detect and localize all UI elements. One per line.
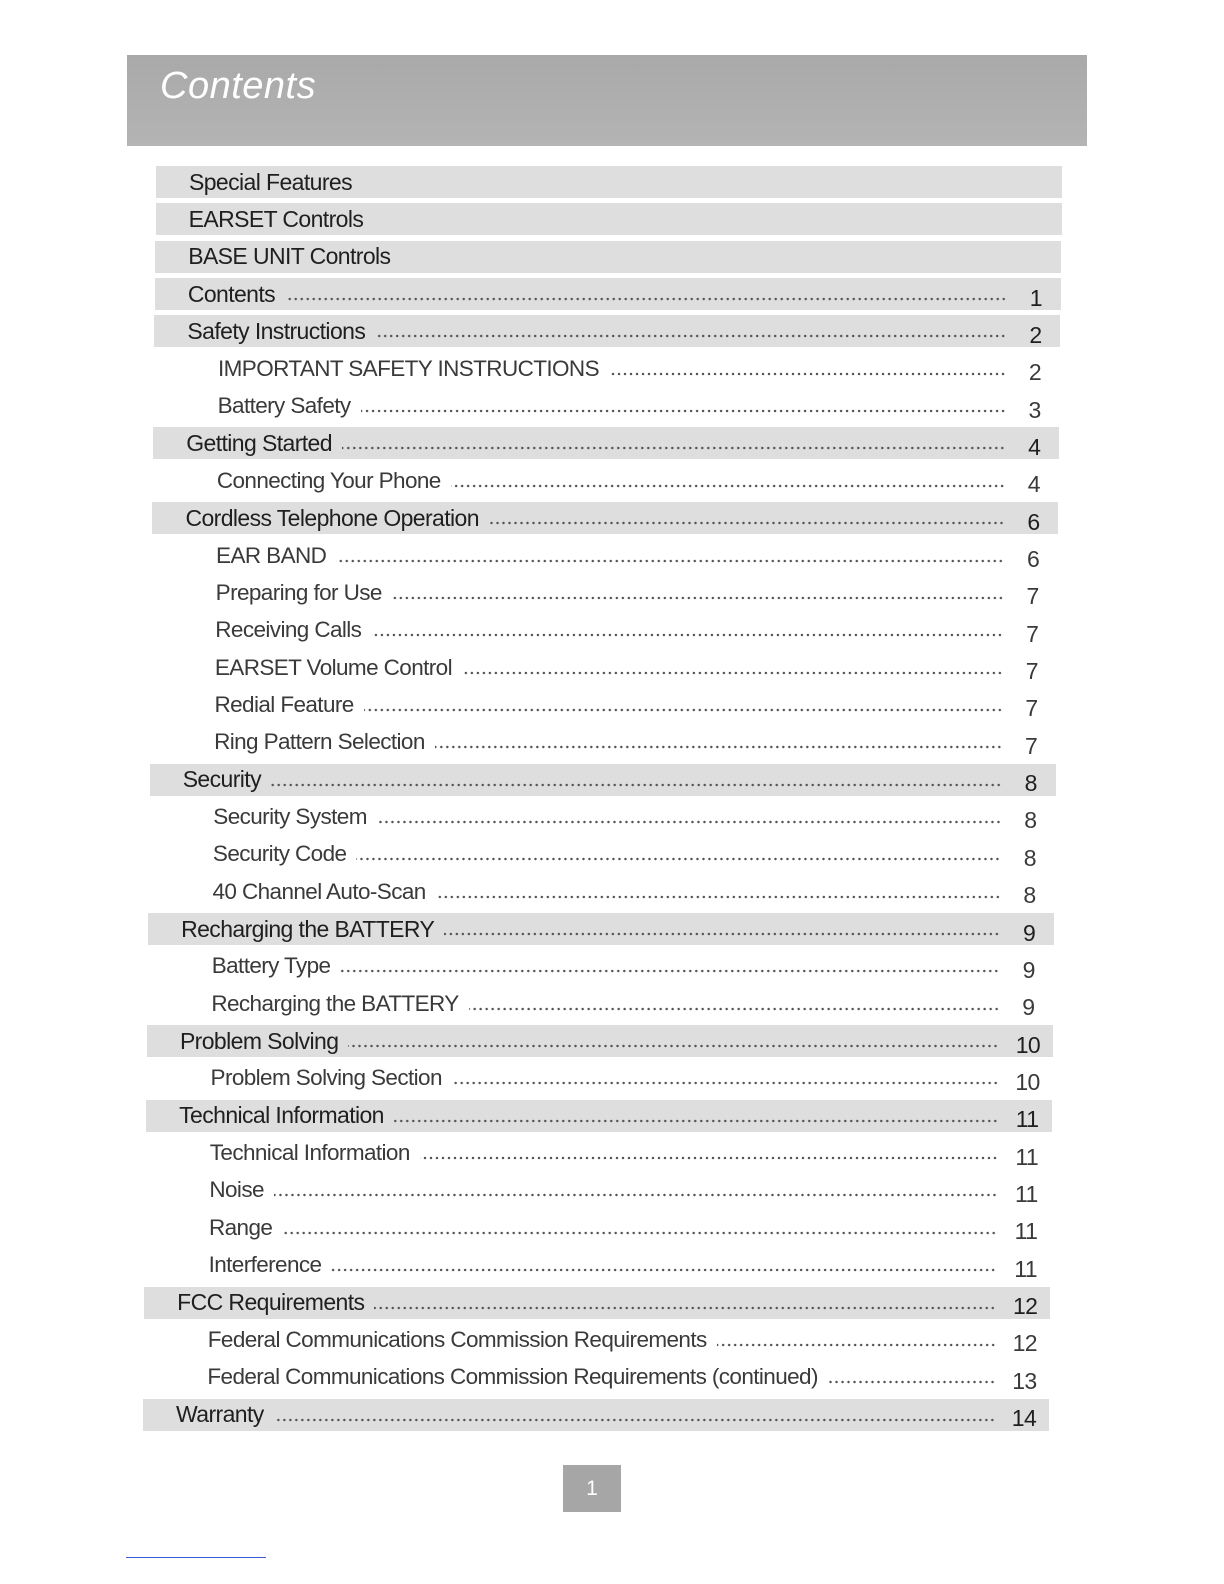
toc-entry-title: BASE UNIT Controls xyxy=(188,243,391,270)
toc-dot-leader xyxy=(336,559,1004,563)
toc-section-row[interactable] xyxy=(150,764,1056,796)
toc-dot-leader xyxy=(285,297,1007,301)
toc-dot-leader xyxy=(271,783,1002,787)
footer-rule xyxy=(126,1557,266,1558)
toc-entry-title: Ring Pattern Selection xyxy=(214,729,425,755)
toc-entry-title: Preparing for Use xyxy=(215,579,382,605)
toc-entry-title: Warranty xyxy=(176,1401,264,1428)
toc-entry-title: EARSET Volume Control xyxy=(214,654,452,680)
toc-page-number: 4 xyxy=(1027,471,1040,498)
toc-section-row[interactable] xyxy=(155,241,1061,273)
toc-page-number: 6 xyxy=(1027,508,1040,535)
toc-page-number: 1 xyxy=(1029,284,1042,311)
page-number-badge: 1 xyxy=(563,1465,621,1512)
toc-page-number: 12 xyxy=(1012,1330,1037,1357)
toc-subsection-row[interactable] xyxy=(147,988,1053,1020)
toc-dot-leader xyxy=(717,1343,996,1347)
toc-subsection-row[interactable] xyxy=(149,801,1055,833)
toc-dot-leader xyxy=(356,857,1000,861)
toc-dot-leader xyxy=(609,372,1006,376)
toc-entry-title: Federal Communications Commission Requirements (continued) xyxy=(207,1364,818,1390)
toc-dot-leader xyxy=(444,932,1000,936)
toc-section-row[interactable] xyxy=(154,315,1060,347)
toc-dot-leader xyxy=(274,1418,995,1422)
toc-entry-title: Security xyxy=(182,766,261,793)
toc-entry-title: Special Features xyxy=(189,168,352,195)
toc-section-row[interactable] xyxy=(152,502,1058,534)
toc-dot-leader xyxy=(342,446,1005,450)
toc-page-number: 7 xyxy=(1024,732,1038,759)
toc-subsection-row[interactable] xyxy=(145,1249,1051,1281)
toc-subsection-row[interactable] xyxy=(151,652,1057,684)
toc-entry-title: Range xyxy=(208,1214,273,1240)
toc-dot-leader xyxy=(392,596,1004,600)
toc-entry-title: Safety Instructions xyxy=(187,317,366,344)
toc-dot-leader xyxy=(451,484,1005,488)
toc-subsection-row[interactable] xyxy=(150,689,1056,721)
toc-page-number: 2 xyxy=(1029,321,1042,348)
toc-page-number: 3 xyxy=(1028,396,1041,423)
toc-section-row[interactable] xyxy=(143,1399,1049,1431)
toc-entry-title: Technical Information xyxy=(209,1140,410,1166)
toc-page-number: 11 xyxy=(1015,1180,1038,1207)
toc-entry-title: Receiving Calls xyxy=(215,617,362,643)
toc-section-row[interactable] xyxy=(156,166,1062,198)
toc-subsection-row[interactable] xyxy=(148,950,1054,982)
toc-entry-title: Cordless Telephone Operation xyxy=(185,504,479,531)
toc-entry-title: Noise xyxy=(209,1177,264,1203)
toc-page-number: 8 xyxy=(1024,770,1037,797)
toc-entry-title: Recharging the BATTERY xyxy=(181,915,435,942)
toc-subsection-row[interactable] xyxy=(149,876,1055,908)
toc-page-number: 10 xyxy=(1015,1068,1040,1095)
toc-section-row[interactable] xyxy=(153,427,1059,459)
toc-dot-leader xyxy=(374,1306,996,1310)
toc-dot-leader xyxy=(462,671,1003,675)
toc-page-number: 9 xyxy=(1023,919,1036,946)
toc-page-number: 9 xyxy=(1022,956,1035,983)
toc-entry-title: Battery Safety xyxy=(217,393,351,419)
toc-subsection-row[interactable] xyxy=(152,577,1058,609)
toc-entry-title: Security Code xyxy=(212,841,347,867)
toc-section-row[interactable] xyxy=(156,203,1062,235)
toc-page-number: 8 xyxy=(1023,882,1036,909)
toc-subsection-row[interactable] xyxy=(149,838,1055,870)
toc-subsection-row[interactable] xyxy=(154,353,1060,385)
toc-page-number: 11 xyxy=(1014,1218,1038,1245)
toc-entry-title: Problem Solving Section xyxy=(210,1065,442,1091)
toc-dot-leader xyxy=(489,521,1005,525)
toc-subsection-row[interactable] xyxy=(151,614,1057,646)
toc-section-row[interactable] xyxy=(144,1287,1050,1319)
toc-page-number: 11 xyxy=(1015,1143,1039,1170)
toc-section-row[interactable] xyxy=(147,1025,1053,1057)
toc-subsection-row[interactable] xyxy=(145,1174,1051,1206)
toc-subsection-row[interactable] xyxy=(150,726,1056,758)
toc-entry-title: Contents xyxy=(187,280,276,307)
toc-entry-title: Redial Feature xyxy=(214,691,354,717)
toc-page-number: 12 xyxy=(1012,1293,1038,1319)
toc-dot-leader xyxy=(331,1268,996,1272)
toc-page-number: 14 xyxy=(1011,1405,1037,1432)
toc-dot-leader xyxy=(364,708,1003,712)
toc-dot-leader xyxy=(420,1156,998,1160)
toc-page-number: 13 xyxy=(1012,1367,1037,1394)
toc-subsection-row[interactable] xyxy=(145,1212,1051,1244)
toc-page-number: 8 xyxy=(1023,844,1036,871)
toc-section-row[interactable] xyxy=(155,278,1061,310)
toc-entry-title: 40 Channel Auto-Scan xyxy=(212,878,426,904)
toc-page-number: 11 xyxy=(1015,1106,1039,1133)
toc-dot-leader xyxy=(377,820,1001,824)
toc-dot-leader xyxy=(436,895,1001,899)
toc-dot-leader xyxy=(452,1081,999,1085)
toc-page-number: 7 xyxy=(1026,583,1039,610)
toc-section-row[interactable] xyxy=(148,913,1054,945)
toc-entry-title: Recharging the BATTERY xyxy=(211,990,459,1016)
toc-subsection-row[interactable] xyxy=(146,1137,1052,1169)
toc-page-number: 9 xyxy=(1022,994,1035,1021)
toc-dot-leader xyxy=(371,633,1003,637)
toc-dot-leader xyxy=(435,745,1002,749)
toc-entry-title: IMPORTANT SAFETY INSTRUCTIONS xyxy=(218,355,599,381)
toc-dot-leader xyxy=(828,1380,996,1384)
toc-entry-title: Technical Information xyxy=(179,1102,384,1129)
toc-dot-leader xyxy=(469,1007,1000,1011)
toc-page-number: 11 xyxy=(1014,1255,1037,1282)
toc-page-number: 7 xyxy=(1025,658,1038,685)
toc-entry-title: Security System xyxy=(213,803,367,829)
toc-page-number: 2 xyxy=(1028,359,1042,386)
toc-page-number: 8 xyxy=(1024,807,1037,834)
toc-entry-title: Problem Solving xyxy=(179,1027,339,1054)
toc-entry-title: FCC Requirements xyxy=(177,1289,365,1315)
toc-entry-title: EARSET Controls xyxy=(188,205,364,232)
toc-entry-title: Getting Started xyxy=(186,429,332,456)
toc-subsection-row[interactable] xyxy=(143,1361,1049,1393)
toc-subsection-row[interactable] xyxy=(154,390,1060,422)
toc-section-row[interactable] xyxy=(146,1100,1052,1132)
toc-dot-leader xyxy=(394,1119,998,1123)
toc-page-number: 6 xyxy=(1026,546,1040,572)
toc-entry-title: Interference xyxy=(208,1252,322,1278)
toc-page-number: 10 xyxy=(1015,1031,1041,1058)
toc-page-number: 4 xyxy=(1028,433,1041,460)
toc-entry-title: EAR BAND xyxy=(216,542,327,568)
toc-subsection-row[interactable] xyxy=(147,1062,1053,1094)
toc-subsection-row[interactable] xyxy=(144,1324,1050,1356)
toc-entry-title: Battery Type xyxy=(211,953,331,979)
toc-subsection-row[interactable] xyxy=(153,465,1059,497)
toc-dot-leader xyxy=(282,1231,997,1235)
toc-dot-leader xyxy=(348,1044,999,1048)
toc-dot-leader xyxy=(361,409,1006,413)
toc-entry-title: Federal Communications Commission Requirements xyxy=(207,1326,707,1352)
page-title: Contents xyxy=(160,65,317,107)
toc-page-number: 7 xyxy=(1025,695,1038,722)
toc-subsection-row[interactable] xyxy=(152,540,1058,572)
toc-entry-title: Connecting Your Phone xyxy=(216,467,441,493)
toc-dot-leader xyxy=(340,969,999,973)
toc-page-number: 7 xyxy=(1026,620,1039,647)
toc-dot-leader xyxy=(375,334,1006,338)
toc-dot-leader xyxy=(274,1193,997,1197)
